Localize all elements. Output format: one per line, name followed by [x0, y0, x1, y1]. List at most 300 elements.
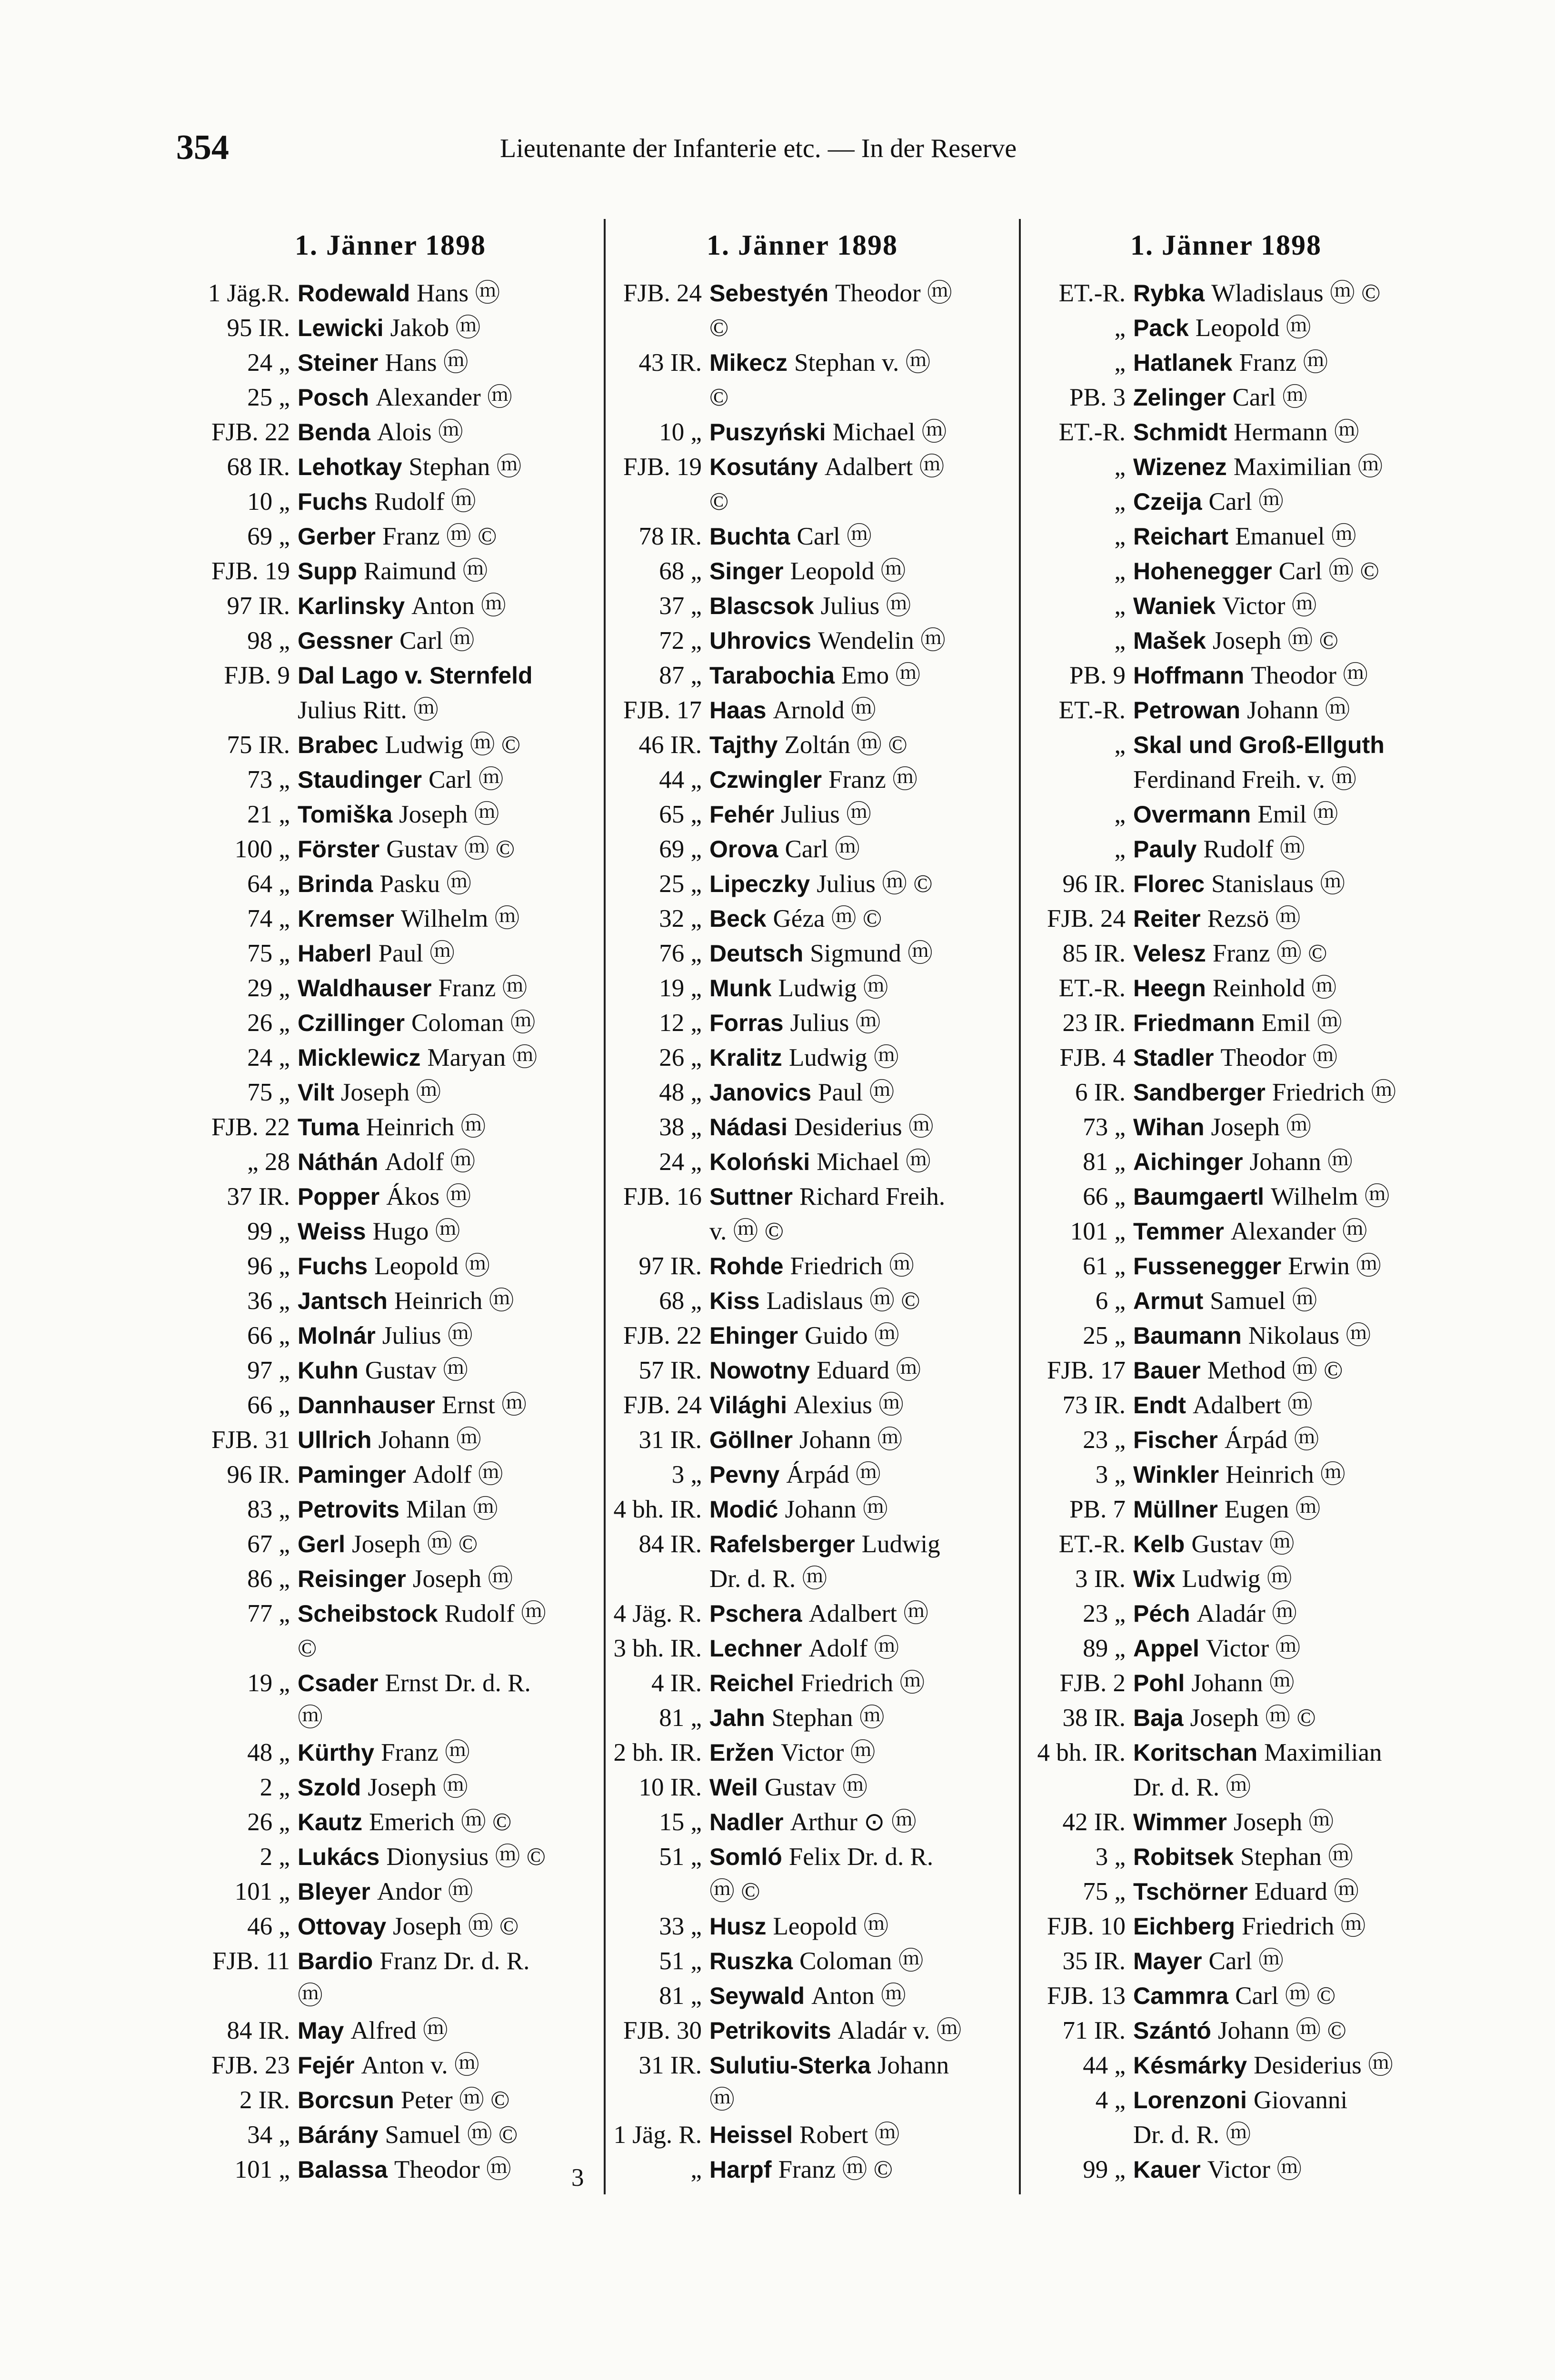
surname: Fuchs — [298, 488, 368, 515]
surname: Ehinger — [709, 1322, 798, 1349]
list-item — [593, 658, 1012, 693]
list-item — [593, 1145, 1012, 1180]
entry-continuation: © — [709, 384, 729, 411]
surname: Kürthy — [298, 1739, 375, 1766]
given-name: Carl ⓜ — [429, 766, 504, 793]
given-name: Johann ⓜ — [1249, 1148, 1353, 1176]
given-name: Emanuel ⓜ — [1235, 523, 1356, 550]
list-item — [593, 1284, 1012, 1319]
surname: Lipeczky — [709, 871, 810, 897]
given-name: Heinrich ⓜ — [1226, 1461, 1346, 1488]
list-item — [1017, 2083, 1435, 2118]
unit-label: 48 „ — [659, 1079, 702, 1106]
surname: Bardio — [298, 1948, 373, 1974]
unit-label: FJB. 19 — [211, 557, 290, 585]
list-item — [1017, 1944, 1435, 1979]
surname: Skal und Groß-Ellguth — [1133, 732, 1385, 758]
surname: Baumgaertl — [1133, 1183, 1265, 1210]
given-name: Carl ⓜ — [1232, 384, 1307, 411]
given-name: Pasku ⓜ — [379, 870, 472, 898]
unit-label: 3 „ — [1095, 1843, 1126, 1871]
given-name: Johann ⓜ — [1191, 1669, 1295, 1697]
entry-continuation: ⓜ — [298, 1704, 323, 1732]
given-name: Theodor ⓜ — [1251, 662, 1368, 689]
surname: Dal Lago v. Sternfeld — [298, 662, 533, 689]
surname: Armut — [1133, 1288, 1204, 1314]
surname: Wimmer — [1133, 1809, 1227, 1835]
entry-list — [1017, 276, 1435, 2187]
surname: Supp — [298, 558, 357, 585]
list-item — [1017, 276, 1435, 311]
surname: Kremser — [298, 905, 394, 932]
unit-label: FJB. 24 — [623, 1391, 702, 1419]
given-name: Joseph ⓜ — [340, 1079, 441, 1106]
surname: Jahn — [709, 1705, 765, 1731]
entry-continuation: ⓜ © — [709, 1878, 760, 1905]
unit-label: 29 „ — [247, 974, 290, 1002]
unit-label: FJB. 22 — [623, 1322, 702, 1349]
given-name: Alois ⓜ — [377, 418, 463, 446]
surname: Wix — [1133, 1566, 1176, 1592]
unit-label: 75 IR. — [227, 731, 290, 759]
list-item — [181, 1388, 600, 1423]
given-name: Géza ⓜ © — [773, 905, 882, 932]
surname: Pack — [1133, 315, 1189, 341]
list-item — [1017, 2013, 1435, 2048]
surname: Fehér — [709, 801, 775, 828]
surname: Uhrovics — [709, 627, 811, 654]
signature-mark: 3 — [571, 2164, 584, 2192]
list-item — [1017, 1180, 1435, 1214]
unit-label: 97 „ — [247, 1357, 290, 1384]
list-item — [593, 1805, 1012, 1840]
unit-label: 23 „ — [1083, 1426, 1126, 1454]
given-name: Richard Freih. — [799, 1183, 946, 1210]
unit-label: FJB. 4 — [1059, 1044, 1126, 1071]
unit-label: 2 „ — [259, 1843, 290, 1871]
list-item — [593, 554, 1012, 589]
surname: Micklewicz — [298, 1044, 421, 1071]
unit-label: „ — [1114, 523, 1126, 550]
surname: Tarabochia — [709, 662, 835, 689]
list-item — [181, 1041, 600, 1075]
given-name: Wilhelm ⓜ — [1271, 1183, 1390, 1210]
surname: Petrikovits — [709, 2017, 831, 2044]
unit-label: 24 „ — [247, 349, 290, 377]
list-item — [593, 832, 1012, 867]
list-item — [1017, 728, 1435, 763]
surname: Husz — [709, 1913, 767, 1940]
unit-label: 26 „ — [247, 1808, 290, 1836]
list-item — [1017, 1492, 1435, 1527]
unit-label: 68 „ — [659, 557, 702, 585]
unit-label: „ — [1114, 557, 1126, 585]
surname: Stadler — [1133, 1044, 1214, 1071]
surname: Dannhauser — [298, 1392, 435, 1418]
unit-label: 44 „ — [659, 766, 702, 793]
unit-label: 69 „ — [659, 835, 702, 863]
surname: Appel — [1133, 1635, 1199, 1662]
given-name: Joseph ⓜ — [412, 1565, 513, 1593]
given-name: Johann ⓜ — [1247, 696, 1350, 724]
surname: Vilt — [298, 1079, 334, 1106]
given-name: Johann ⓜ — [799, 1426, 903, 1454]
given-name: Maximilian — [1264, 1739, 1382, 1766]
list-item — [593, 1458, 1012, 1492]
list-item — [181, 485, 600, 519]
surname: Karlinsky — [298, 593, 405, 619]
given-name: Victor ⓜ — [1206, 1635, 1301, 1662]
unit-label: 4 bh. IR. — [1037, 1739, 1126, 1766]
given-name: Maryan ⓜ — [427, 1044, 538, 1071]
list-item — [1017, 1145, 1435, 1180]
unit-label: 21 „ — [247, 801, 290, 828]
surname: Posch — [298, 384, 369, 411]
surname: Paminger — [298, 1461, 406, 1488]
list-item — [181, 1249, 600, 1284]
unit-label: 32 „ — [659, 905, 702, 932]
list-item — [181, 1110, 600, 1145]
list-item — [1017, 2152, 1435, 2187]
unit-label: 23 „ — [1083, 1600, 1126, 1627]
list-item — [593, 1527, 1012, 1562]
list-item — [593, 1492, 1012, 1527]
list-item — [181, 1735, 600, 1770]
surname: Forras — [709, 1010, 784, 1036]
list-item — [181, 1458, 600, 1492]
given-name: Emil ⓜ — [1261, 1009, 1342, 1037]
given-name: Wladislaus ⓜ © — [1211, 279, 1381, 307]
surname: Ullrich — [298, 1427, 372, 1453]
unit-label: 51 „ — [659, 1947, 702, 1975]
entry-continuation: © — [709, 488, 729, 516]
list-item — [1017, 1874, 1435, 1909]
list-item — [593, 1770, 1012, 1805]
unit-label: 101 „ — [234, 2156, 290, 2183]
unit-label: 72 „ — [659, 627, 702, 654]
given-name: Michael ⓜ — [817, 1148, 931, 1176]
surname: Borcsun — [298, 2087, 394, 2113]
surname: Baumann — [1133, 1322, 1242, 1349]
unit-label: „ — [1114, 488, 1126, 516]
unit-label: 66 „ — [1083, 1183, 1126, 1210]
entry-continuation: © — [298, 1635, 317, 1662]
surname: Popper — [298, 1183, 380, 1210]
list-item — [181, 832, 600, 867]
unit-label: 6 „ — [1095, 1287, 1126, 1315]
column-2 — [593, 224, 1012, 2187]
unit-label: 84 IR. — [227, 2017, 290, 2044]
surname: Eržen — [709, 1739, 775, 1766]
unit-label: „ — [1114, 835, 1126, 863]
given-name: Franz ⓜ © — [382, 523, 497, 550]
unit-label: 37 „ — [659, 592, 702, 620]
given-name: Franz ⓜ © — [778, 2156, 893, 2183]
list-item — [1017, 1735, 1435, 1770]
surname: Pschera — [709, 1600, 802, 1627]
surname: Reisinger — [298, 1566, 406, 1592]
unit-label: 36 „ — [247, 1287, 290, 1315]
given-name: Carl ⓜ © — [1278, 557, 1379, 585]
surname: Szold — [298, 1774, 361, 1801]
unit-label: 97 IR. — [227, 592, 290, 620]
unit-label: 4 Jäg. R. — [613, 1600, 702, 1627]
surname: Reiter — [1133, 905, 1201, 932]
surname: Göllner — [709, 1427, 793, 1453]
given-name: Ludwig ⓜ — [788, 1044, 899, 1071]
surname: May — [298, 2017, 344, 2044]
list-item — [593, 415, 1012, 450]
list-item — [181, 1805, 600, 1840]
unit-label: 4 IR. — [651, 1669, 702, 1697]
surname: Tomiška — [298, 801, 393, 828]
unit-label: 75 „ — [247, 1079, 290, 1106]
given-name: Hans ⓜ — [385, 349, 468, 377]
unit-label: 75 „ — [1083, 1878, 1126, 1905]
given-name: Theodor ⓜ — [1220, 1044, 1338, 1071]
given-name: Ludwig ⓜ — [1182, 1565, 1292, 1593]
unit-label: 51 „ — [659, 1843, 702, 1871]
surname: Nowotny — [709, 1357, 810, 1384]
unit-label: 95 IR. — [227, 314, 290, 342]
list-item — [593, 1979, 1012, 2013]
given-name: Friedrich ⓜ — [1241, 1913, 1366, 1940]
unit-label: 4 „ — [1095, 2086, 1126, 2114]
list-item — [593, 936, 1012, 971]
surname: Rybka — [1133, 280, 1205, 307]
given-name: Emerich ⓜ © — [369, 1808, 512, 1836]
list-item — [593, 1631, 1012, 1666]
entry-continuation: Dr. d. R. ⓜ — [1133, 1774, 1251, 1801]
unit-label: „ — [1114, 731, 1126, 759]
entry-continuation: Dr. d. R. ⓜ — [709, 1565, 827, 1593]
unit-label: 19 „ — [247, 1669, 290, 1697]
list-item — [181, 658, 600, 693]
list-item — [593, 1319, 1012, 1353]
given-name: Leopold ⓜ — [374, 1252, 490, 1280]
list-item — [593, 1388, 1012, 1423]
unit-label: 25 „ — [659, 870, 702, 898]
surname: Somló — [709, 1844, 782, 1870]
unit-label: „ — [1114, 627, 1126, 654]
unit-label: 10 „ — [247, 488, 290, 516]
given-name: Gustav ⓜ — [1191, 1530, 1295, 1558]
surname: Csader — [298, 1670, 379, 1696]
list-item — [1017, 1423, 1435, 1458]
given-name: Ludwig ⓜ © — [385, 731, 521, 759]
surname: Rohde — [709, 1253, 784, 1279]
entry-list — [593, 276, 1012, 2187]
unit-label: 66 „ — [247, 1322, 290, 1349]
unit-label: 2 „ — [259, 1774, 290, 1801]
list-item — [593, 902, 1012, 936]
surname: Czwingler — [709, 766, 822, 793]
unit-label: 96 IR. — [1062, 870, 1126, 898]
given-name: Leopold ⓜ — [1195, 314, 1311, 342]
unit-label: 3 IR. — [1075, 1565, 1126, 1593]
surname: Benda — [298, 419, 370, 446]
list-item — [1017, 1075, 1435, 1110]
list-item — [593, 450, 1012, 485]
surname: Kauer — [1133, 2156, 1201, 2183]
list-item — [1017, 1458, 1435, 1492]
unit-label: 37 IR. — [227, 1183, 290, 1210]
given-name: Gustav ⓜ © — [386, 835, 515, 863]
given-name: Method ⓜ © — [1207, 1357, 1343, 1384]
entry-continuation: Dr. d. R. ⓜ — [1133, 2121, 1251, 2149]
surname: Mašek — [1133, 627, 1206, 654]
surname: Friedmann — [1133, 1010, 1255, 1036]
given-name: Carl ⓜ — [399, 627, 475, 654]
surname: Kelb — [1133, 1531, 1185, 1557]
list-item — [181, 1423, 600, 1458]
given-name: Julius ⓜ — [790, 1009, 881, 1037]
surname: Seywald — [709, 1983, 805, 2009]
surname: Orova — [709, 836, 778, 863]
list-item — [1017, 971, 1435, 1006]
given-name: Carl ⓜ — [1208, 1947, 1284, 1975]
surname: Szántó — [1133, 2017, 1211, 2044]
surname: Müllner — [1133, 1496, 1218, 1523]
unit-label: 68 IR. — [227, 453, 290, 481]
unit-label: 74 „ — [247, 905, 290, 932]
list-item — [593, 2048, 1012, 2083]
given-name: Coloman ⓜ — [411, 1009, 536, 1037]
list-item — [1017, 346, 1435, 380]
list-item — [181, 1180, 600, 1214]
list-item — [593, 519, 1012, 554]
unit-label: 83 „ — [247, 1496, 290, 1523]
list-item — [1017, 380, 1435, 415]
unit-label: 61 „ — [1083, 1252, 1126, 1280]
surname: Pevny — [709, 1461, 780, 1488]
surname: Náthán — [298, 1149, 379, 1175]
given-name: Julius ⓜ — [781, 801, 872, 828]
surname: Kiss — [709, 1288, 760, 1314]
surname: Czillinger — [298, 1010, 405, 1036]
list-item — [593, 1180, 1012, 1214]
surname: Waldhauser — [298, 975, 432, 1002]
column-heading: 1. Jänner 1898 — [1130, 229, 1322, 261]
list-item — [1017, 797, 1435, 832]
given-name: Julius ⓜ © — [817, 870, 933, 898]
unit-label: 57 IR. — [638, 1357, 702, 1384]
surname: Brinda — [298, 871, 373, 897]
unit-label: 98 „ — [247, 627, 290, 654]
given-name: Felix Dr. d. R. — [788, 1843, 934, 1871]
list-item — [181, 1145, 600, 1180]
list-item — [593, 1735, 1012, 1770]
list-item — [1017, 485, 1435, 519]
list-item — [593, 1944, 1012, 1979]
list-item — [1017, 1527, 1435, 1562]
given-name: Adolf ⓜ — [385, 1148, 476, 1176]
surname: Késmárky — [1133, 2052, 1247, 2079]
unit-label: 3 „ — [671, 1461, 702, 1488]
list-item — [181, 971, 600, 1006]
list-item — [593, 276, 1012, 311]
given-name: Franz ⓜ — [381, 1739, 470, 1766]
given-name: Arnold ⓜ — [773, 696, 876, 724]
unit-label: 69 „ — [247, 523, 290, 550]
given-name: Samuel ⓜ — [1210, 1287, 1317, 1315]
given-name: Johann ⓜ © — [1217, 2017, 1346, 2044]
surname: Weil — [709, 1774, 758, 1801]
unit-label: „ — [1114, 349, 1126, 377]
given-name: Reinhold ⓜ — [1212, 974, 1337, 1002]
given-name: Aladár ⓜ — [1196, 1600, 1297, 1627]
list-item — [593, 1353, 1012, 1388]
given-name: Alexius ⓜ — [794, 1391, 904, 1419]
given-name: Michael ⓜ — [832, 418, 947, 446]
list-item — [593, 346, 1012, 380]
surname: Gessner — [298, 627, 393, 654]
unit-label: 33 „ — [659, 1913, 702, 1940]
surname: Tuma — [298, 1114, 359, 1140]
list-item — [181, 1597, 600, 1631]
unit-label: 81 „ — [659, 1982, 702, 2010]
list-item — [593, 1840, 1012, 1874]
unit-label: ET.-R. — [1058, 696, 1126, 724]
given-name: Rudolf ⓜ — [1203, 835, 1305, 863]
surname: Lukács — [298, 1844, 380, 1870]
surname: Endt — [1133, 1392, 1186, 1418]
unit-label: FJB. 16 — [623, 1183, 702, 1210]
given-name: Robert ⓜ — [799, 2121, 900, 2149]
surname: Suttner — [709, 1183, 793, 1210]
given-name: Emo ⓜ — [841, 662, 921, 689]
given-name: Stephan ⓜ — [409, 453, 522, 481]
entry-continuation: ⓜ — [709, 2086, 735, 2114]
unit-label: 73 „ — [1083, 1113, 1126, 1141]
entry-list — [181, 276, 600, 2187]
unit-label: 3 bh. IR. — [613, 1635, 702, 1662]
list-item — [593, 1666, 1012, 1701]
list-item — [1017, 415, 1435, 450]
surname: Brabec — [298, 732, 379, 758]
unit-label: 26 „ — [247, 1009, 290, 1037]
given-name: Adalbert ⓜ — [1193, 1391, 1313, 1419]
given-name: Hermann ⓜ — [1234, 418, 1359, 446]
given-name: Desiderius ⓜ — [794, 1113, 934, 1141]
unit-label: 101 „ — [234, 1878, 290, 1905]
unit-label: „ — [1114, 314, 1126, 342]
given-name: Samuel ⓜ © — [385, 2121, 518, 2149]
unit-label: 85 IR. — [1062, 940, 1126, 967]
given-name: Wendelin ⓜ — [817, 627, 946, 654]
given-name: Carl ⓜ — [785, 835, 860, 863]
given-name: Rudolf ⓜ — [444, 1600, 547, 1627]
entry-continuation: © — [709, 314, 729, 342]
given-name: Coloman ⓜ — [799, 1947, 924, 1975]
unit-label: 19 „ — [659, 974, 702, 1002]
list-item — [593, 1041, 1012, 1075]
list-item — [181, 519, 600, 554]
surname: Kralitz — [709, 1044, 782, 1071]
given-name: Johann — [877, 2052, 949, 2079]
surname: Czeija — [1133, 488, 1202, 515]
list-item — [1017, 1562, 1435, 1597]
unit-label: 78 IR. — [638, 523, 702, 550]
surname: Fuchs — [298, 1253, 368, 1279]
list-item — [181, 1840, 600, 1874]
surname: Rafelsberger — [709, 1531, 855, 1557]
given-name: Joseph ⓜ — [1233, 1808, 1334, 1836]
page-header — [176, 128, 1462, 180]
list-item — [1017, 589, 1435, 624]
unit-label: 35 IR. — [1062, 1947, 1126, 1975]
given-name: Raimund ⓜ — [363, 557, 488, 585]
